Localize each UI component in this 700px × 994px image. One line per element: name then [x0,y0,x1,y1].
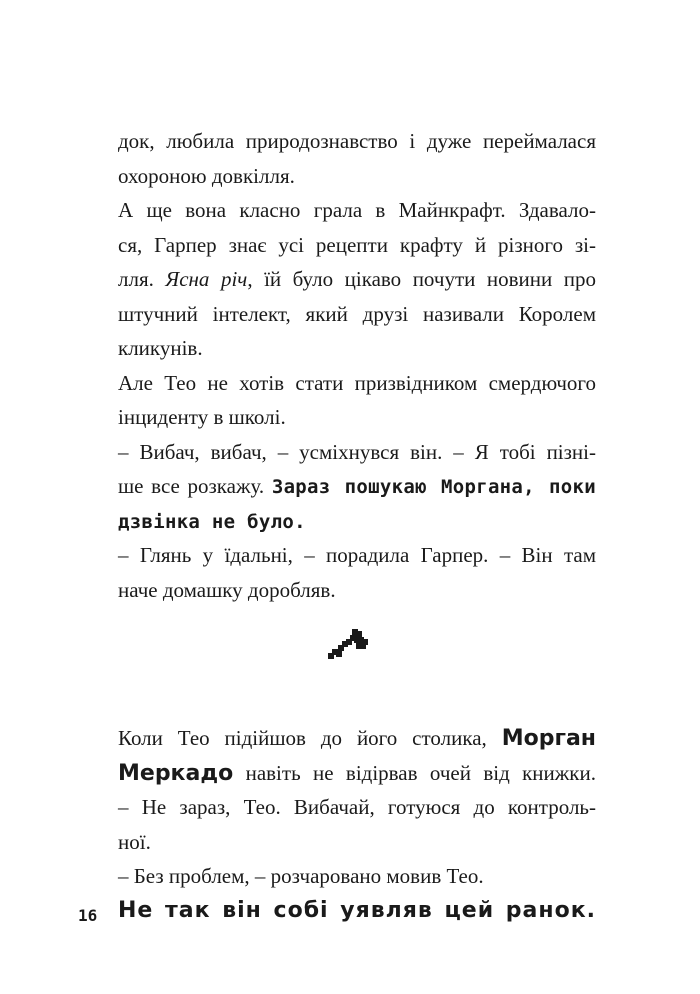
thought-text: Зараз пошукаю Моргана, поки [271,476,597,498]
book-page [118,124,596,928]
text-line [118,756,596,791]
text-line [118,262,596,297]
dialogue-line: ної. [118,829,151,854]
character-name: Морган [501,726,596,751]
closing-thought: Не так він собі уявляв цей ранок. [118,897,596,923]
italic-phrase: Ясна річ [165,267,248,291]
thought-text: дзвінка не було. [118,510,306,533]
text-line: док, любила природознавство і дуже переймалася [118,129,596,153]
dialogue-line [118,469,596,504]
dialogue-line: – Глянь у їдальні, – порадила Гарпер. – Він там [118,543,596,567]
text-run: лля. [118,267,166,291]
text-line [118,721,596,756]
text-run: Коли Тео підійшов до його столика, [118,726,502,750]
text-line: інциденту в школі. [118,405,286,429]
text-line: штучний інтелект, який друзі називали Королем [118,301,596,326]
text-run: навіть не відірвав очей від книжки. [233,760,596,785]
section-divider [118,607,596,721]
dialogue-line: – Вибач, вибач, – усміхнувся він. – Я тобі пізні- [118,439,596,464]
text-line: охороною довкілля. [118,163,295,188]
dialogue-line: – Без проблем, – розчаровано мовив Тео. [118,864,484,888]
text-line: ся, Гарпер знає усі рецепти крафту й різного зі- [118,232,596,257]
text-line: кликунів. [118,336,203,360]
dialogue-line: наче домашку доробляв. [118,577,336,602]
text-line: А ще вона класно грала в Майнкрафт. Здавало- [118,198,596,222]
text-run: ше все розкажу. [118,474,272,498]
text-run: , їй було цікаво почути новини про [247,267,596,291]
character-name: Меркадо [118,760,234,786]
page-number: 16 [78,906,98,925]
pixel-sword-icon [326,627,370,663]
dialogue-line [118,504,596,539]
dialogue-line: – Не зараз, Тео. Вибачай, готуюся до контроль- [118,795,596,819]
text-line: Але Тео не хотів стати призвідником смердючого [118,370,596,395]
